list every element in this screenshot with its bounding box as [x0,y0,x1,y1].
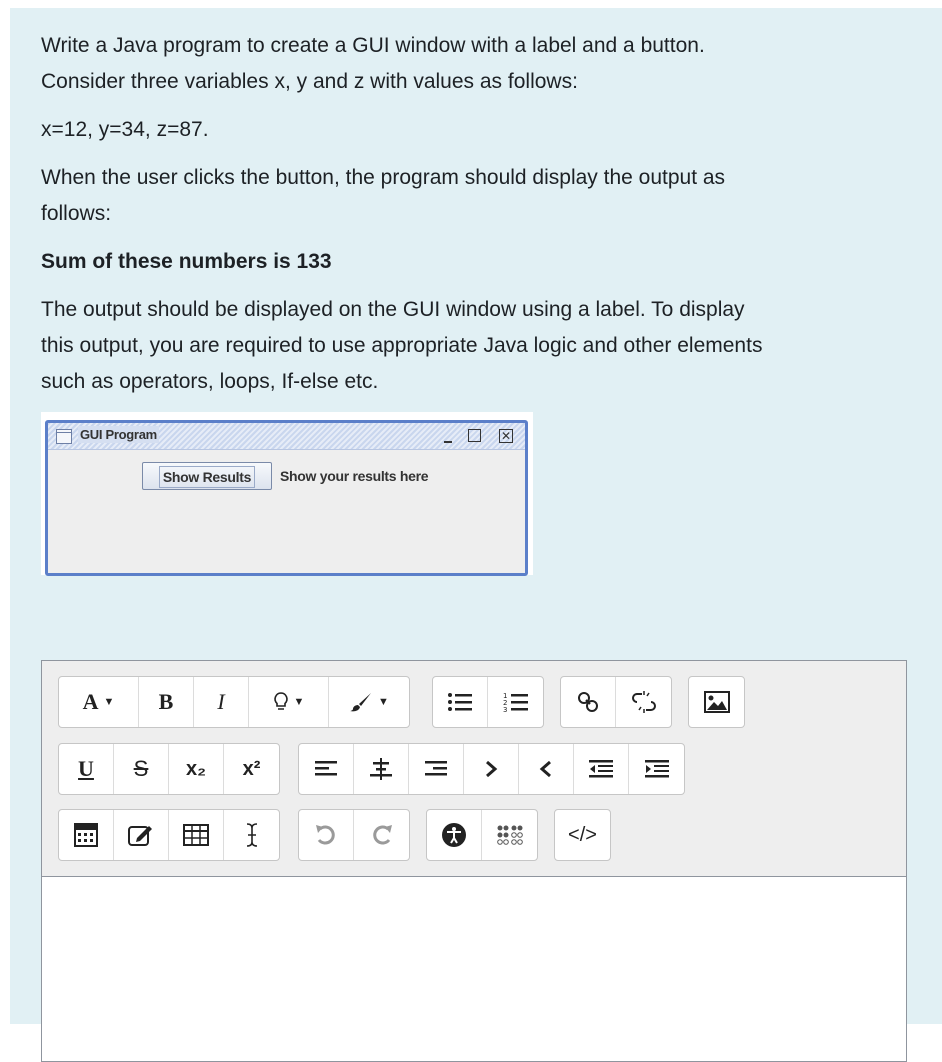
superscript-button[interactable]: x² [242,757,261,780]
unlink-icon [631,690,657,714]
redo-icon [370,823,394,847]
paintbrush-icon [349,692,373,712]
braille-icon [496,824,524,846]
table-icon [183,824,209,846]
underline-button[interactable]: U [59,744,114,794]
svg-text:2: 2 [502,699,507,707]
subscript-button[interactable]: x₂ [169,744,224,794]
undo-icon [314,823,338,847]
html-group [554,809,611,861]
insert-image-button[interactable] [689,677,744,727]
italic-button[interactable]: I [194,677,249,727]
gui-window [45,420,528,576]
caret-down-icon: ▼ [378,696,389,708]
ordered-list-button[interactable] [488,677,543,727]
requirement-line-1: The output should be displayed on the GUI window using a label. To display [41,298,745,321]
chevron-left-icon [539,759,553,779]
align-right-button[interactable] [409,744,464,794]
ltr-button[interactable] [464,744,519,794]
results-label: Show your results here [280,468,429,484]
align-center-button[interactable] [354,744,409,794]
requirement-line-2: this output, you are required to use appropriate Java logic and other elements [41,334,763,357]
expected-output: Sum of these numbers is 133 [41,250,332,273]
font-button[interactable] [59,677,139,727]
indent-icon [645,759,669,779]
instruction-line-1: When the user clicks the button, the program should display the output as [41,166,726,189]
equation-button[interactable] [59,810,114,860]
gui-window-title: GUI Program [80,427,157,442]
show-results-label: Show Results [159,466,255,488]
question-text [41,28,911,400]
link-icon [576,690,600,714]
align-center-icon [370,758,392,780]
calculator-icon [74,823,98,847]
font-label: A [82,689,99,714]
clear-formatting-button[interactable] [224,810,279,860]
link-button[interactable] [561,677,616,727]
screenreader-helper-button[interactable] [482,810,537,860]
variable-values: x=12, y=34, z=87. [41,118,209,141]
edit-button[interactable] [114,810,169,860]
edit-icon [128,823,154,847]
text-color-button[interactable] [329,677,409,727]
accessibility-checker-button[interactable] [427,810,482,860]
list-group [432,676,544,728]
unlink-button[interactable] [616,677,671,727]
html-source-button[interactable]: </> [568,823,597,846]
maximize-icon [468,429,481,442]
instruction-line-2: follows: [41,202,112,225]
requirement-line-3: such as operators, loops, If-else etc. [41,370,379,393]
editor-content-area[interactable] [42,877,906,1061]
bold-button[interactable]: B [139,677,194,727]
redo-button[interactable] [354,810,409,860]
numbered-list-icon [503,691,529,713]
font-style-group [58,676,410,728]
indent-button[interactable] [629,744,684,794]
insert-group [58,809,280,861]
caret-down-icon: ▼ [103,696,115,708]
close-icon: ✕ [500,429,512,443]
accessibility-icon [441,822,467,848]
align-indent-group [298,743,685,795]
question-line-1: Write a Java program to create a GUI window with a label and a button. [41,34,705,57]
show-results-button [142,462,272,490]
editor-toolbar [42,661,906,877]
outdent-button[interactable] [574,744,629,794]
svg-text:1: 1 [502,692,507,700]
lightbulb-icon [273,692,289,712]
text-cursor-icon [244,822,260,848]
image-group [688,676,745,728]
question-line-2: Consider three variables x, y and z with values as follows: [41,70,578,93]
outdent-icon [589,759,613,779]
align-left-icon [315,759,337,779]
answer-editor [41,660,907,1062]
minimize-icon [444,435,452,443]
gui-title-bar [48,423,525,450]
bullet-list-icon [447,691,473,713]
strikethrough-button[interactable]: S [114,744,169,794]
styles-button[interactable] [249,677,329,727]
caret-down-icon: ▼ [293,696,305,708]
chevron-right-icon [484,759,498,779]
undo-button[interactable] [299,810,354,860]
window-icon [56,429,72,444]
link-group [560,676,672,728]
text-format-group [58,743,280,795]
rtl-button[interactable] [519,744,574,794]
unordered-list-button[interactable] [433,677,488,727]
svg-text:3: 3 [502,706,507,713]
align-right-icon [425,759,447,779]
accessibility-group [426,809,538,861]
gui-screenshot [41,412,533,575]
table-button[interactable] [169,810,224,860]
align-left-button[interactable] [299,744,354,794]
image-icon [704,691,730,713]
undo-redo-group [298,809,410,861]
